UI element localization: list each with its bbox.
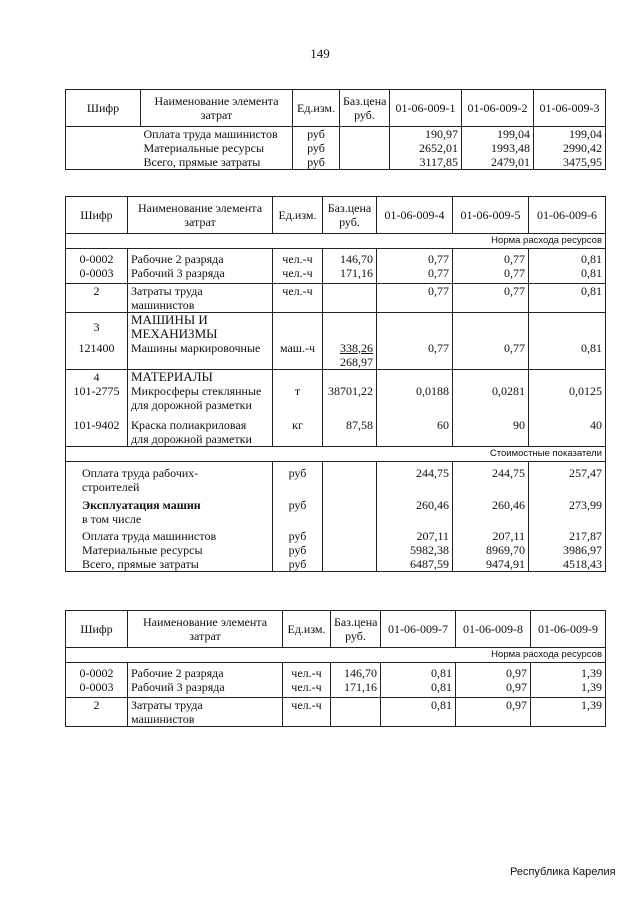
header-code: Шифр [66,611,128,648]
row-value: 0,0188 [377,384,453,412]
row-value: 199,04 [534,127,606,142]
header-col: 01-06-009-3 [534,90,606,127]
table-row [66,266,606,283]
header-col: 01-06-009-7 [381,611,456,648]
row-value: 0,77 [453,283,529,312]
row-value: 0,77 [377,249,453,267]
row-price: 87,58 [323,412,377,447]
row-code: 0-0002 [66,663,128,681]
row-code: 101-9402 [66,412,128,447]
norma-label: Норма расхода ресурсов [66,648,606,663]
row-price: 171,16 [323,266,377,283]
table-header-row [66,90,606,127]
section-code: 4 [66,369,128,384]
table-row [66,543,606,557]
row-unit: маш.-ч [273,341,323,370]
row-value: 1993,48 [462,141,534,155]
row-code: 0-0002 [66,249,128,267]
cost-table-2 [65,196,606,572]
row-value: 0,77 [453,249,529,267]
row-code: 101-2775 [66,384,128,412]
table-row [66,155,606,170]
header-unit: Ед.изм. [273,197,323,234]
header-col: 01-06-009-1 [390,90,462,127]
row-value: 3475,95 [534,155,606,170]
cost-table-3 [65,610,606,727]
row-value: 3986,97 [529,543,606,557]
header-col: 01-06-009-5 [453,197,529,234]
row-value: 0,81 [381,663,456,681]
row-name: Материальные ресурсы [66,543,273,557]
row-code: 121400 [66,341,128,370]
row-value: 0,81 [381,680,456,697]
norma-label-row [66,648,606,663]
row-price: 146,70 [323,249,377,267]
header-code: Шифр [66,90,141,127]
table-header-row [66,197,606,234]
table-header-row [66,611,606,648]
row-value: 0,0125 [529,384,606,412]
page-number: 149 [310,46,330,61]
row-price: 171,16 [331,680,381,697]
row-unit: руб [293,155,340,170]
row-value: 207,11 [453,526,529,543]
row-value: 257,47 [529,461,606,494]
header-code: Шифр [66,197,128,234]
row-name: Всего, прямые затраты [66,557,273,572]
table-row [66,526,606,543]
row-value: 0,0281 [453,384,529,412]
table-row [66,461,606,494]
row-name: Машины маркировочные [128,341,273,370]
row-unit: руб [273,494,323,526]
row-name: Рабочие 2 разряда [128,249,273,267]
table-row [66,384,606,412]
norma-label-row [66,234,606,249]
row-value: 0,77 [377,266,453,283]
row-name: Краска полиакриловая для дорожной разметки [128,412,273,447]
row-name: Затраты труда машинистов [128,697,283,726]
row-value: 1,39 [531,697,606,726]
section-row [66,369,606,384]
row-value: 0,77 [453,341,529,370]
row-unit: чел.-ч [283,680,331,697]
table-row [66,141,606,155]
header-unit: Ед.изм. [283,611,331,648]
row-value: 0,97 [456,697,531,726]
header-base-price: Баз.цена руб. [331,611,381,648]
row-unit: руб [273,526,323,543]
row-unit: т [273,384,323,412]
row-value: 199,04 [462,127,534,142]
row-unit: кг [273,412,323,447]
row-name: Всего, прямые затраты [141,155,293,170]
row-unit: руб [293,141,340,155]
row-unit: руб [273,557,323,572]
table-row [66,412,606,447]
table-row [66,127,606,142]
norma-label: Норма расхода ресурсов [66,234,606,249]
row-value: 0,77 [377,283,453,312]
row-name: Микросферы стеклянные для дорожной разметки [128,384,273,412]
row-value: 1,39 [531,663,606,681]
header-col: 01-06-009-9 [531,611,606,648]
row-code: 0-0003 [66,266,128,283]
row-value: 0,77 [377,341,453,370]
row-value: 2652,01 [390,141,462,155]
row-value: 0,81 [529,266,606,283]
row-unit: чел.-ч [273,249,323,267]
table-row [66,494,606,526]
row-name: Рабочий 3 разряда [128,680,283,697]
row-name: Рабочий 3 разряда [128,266,273,283]
row-name: Эксплуатация машин в том числе [66,494,273,526]
header-col: 01-06-009-2 [462,90,534,127]
row-value: 190,97 [390,127,462,142]
table-row [66,557,606,572]
row-value: 6487,59 [377,557,453,572]
row-value: 90 [453,412,529,447]
section-row [66,312,606,341]
row-price: 146,70 [331,663,381,681]
row-unit: чел.-ч [273,266,323,283]
header-col: 01-06-009-6 [529,197,606,234]
row-value: 217,87 [529,526,606,543]
section-code: 3 [66,312,128,341]
row-value: 60 [377,412,453,447]
row-name: Оплата труда машинистов [143,127,278,141]
row-unit: руб [273,461,323,494]
header-name: Наименование элемента затрат [128,611,283,648]
cost-label-row [66,446,606,461]
row-code: 2 [66,697,128,726]
row-value: 244,75 [453,461,529,494]
footer-text: Республика Карелия [510,866,616,878]
table-row [66,283,606,312]
row-name: Оплата труда рабочих- строителей [66,461,273,494]
cost-label: Стоимостные показатели [66,446,606,461]
row-code: 0-0003 [66,680,128,697]
row-value: 1,39 [531,680,606,697]
row-value: 4518,43 [529,557,606,572]
row-unit: руб [293,127,340,142]
table-row [66,680,606,697]
row-value: 0,97 [456,663,531,681]
row-price: 38701,22 [323,384,377,412]
row-name: Затраты труда машинистов [128,283,273,312]
header-unit: Ед.изм. [293,90,340,127]
row-value: 0,81 [529,283,606,312]
row-value: 40 [529,412,606,447]
header-col: 01-06-009-4 [377,197,453,234]
header-base-price: Баз.цена руб. [323,197,377,234]
header-base-price: Баз.цена руб. [340,90,390,127]
row-code: 2 [66,283,128,312]
row-value: 207,11 [377,526,453,543]
row-unit: чел.-ч [283,663,331,681]
row-unit: чел.-ч [283,697,331,726]
row-value: 260,46 [377,494,453,526]
row-value: 5982,38 [377,543,453,557]
table-row [66,697,606,726]
row-value: 0,97 [456,680,531,697]
row-value: 0,81 [529,249,606,267]
header-name: Наименование элемента затрат [141,90,293,127]
table-row [66,663,606,681]
row-value: 9474,91 [453,557,529,572]
table-row [66,249,606,267]
cost-table-1 [65,89,606,170]
row-name: Материальные ресурсы [143,141,265,155]
row-price: 338,26 268,97 [323,341,377,370]
row-value: 2479,01 [462,155,534,170]
row-name: Оплата труда машинистов [66,526,273,543]
row-value: 244,75 [377,461,453,494]
row-unit: руб [273,543,323,557]
section-title: МАТЕРИАЛЫ [128,369,273,384]
row-name: Рабочие 2 разряда [128,663,283,681]
table-row [66,341,606,370]
header-col: 01-06-009-8 [456,611,531,648]
header-name: Наименование элемента затрат [128,197,273,234]
row-value: 2990,42 [534,141,606,155]
row-value: 0,81 [529,341,606,370]
row-value: 8969,70 [453,543,529,557]
row-value: 3117,85 [390,155,462,170]
section-title: МАШИНЫ И МЕХАНИЗМЫ [128,312,273,341]
row-unit: чел.-ч [273,283,323,312]
row-value: 260,46 [453,494,529,526]
row-value: 273,99 [529,494,606,526]
row-value: 0,81 [381,697,456,726]
row-value: 0,77 [453,266,529,283]
